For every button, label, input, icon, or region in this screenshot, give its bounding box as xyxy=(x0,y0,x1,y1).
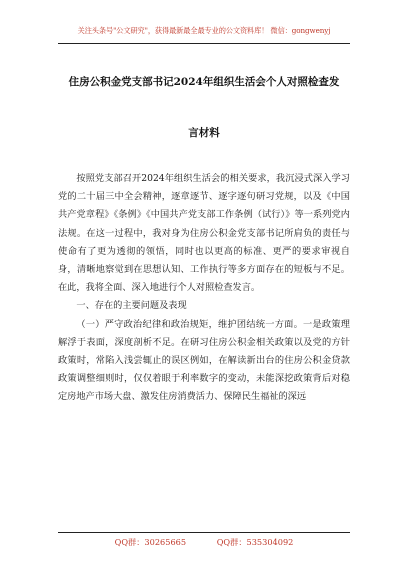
section-heading: 一、存在的主要问题及表现 xyxy=(76,300,187,312)
subsection-paragraph: （一）严守政治纪律和政治规矩，维护团结统一方面。一是政策理解浮于表面，深度剖析不足。在研习住房公积金相关政策以及党的方针政策时，常陷入浅尝辄止的误区例如，在解读新出台的住房公积金贷款政策调整细则时，仅仅着眼于利率数字的变动，未能深挖政策背后对稳定房地产市场大盘、激发住房消费活力、保障民生福祉的深远 xyxy=(58,318,350,403)
footer-contact xyxy=(58,537,350,548)
intro-paragraph: 按照党支部召开2024年组织生活会的相关要求，我沉浸式深入学习党的二十届三中全会精神，逐章逐节、逐字逐句研习党规，以及《中国共产党章程》《条例》《中国共产党支部工作条例（试行）》等一系列党内法规。在这一过程中，我对身为住房公积金党支部书记所肩负的责任与使命有了更为透彻的领悟，同时也以更高的标准、更严的要求审视自身，清晰地察觉到在思想认知、工作执行等多方面存在的短板与不足。在此，我将全面、深入地进行个人对照检查发言。 xyxy=(58,173,350,294)
header-banner xyxy=(58,0,350,44)
document-body xyxy=(58,170,350,407)
qq-group-2: QQ群：535304092 xyxy=(216,537,294,547)
header-promo-text: 关注头条号"公文研究"，获得最新最全最专业的公文资料库！ 微信：gongwenyj xyxy=(77,26,331,35)
qq-group-1: QQ群：30265665 xyxy=(114,537,187,547)
document-title-line-1: 住房公积金党支部书记2024年组织生活会个人对照检查发 xyxy=(68,76,340,88)
document-title-line-2: 言材料 xyxy=(188,127,220,139)
footer-bar xyxy=(58,532,350,556)
